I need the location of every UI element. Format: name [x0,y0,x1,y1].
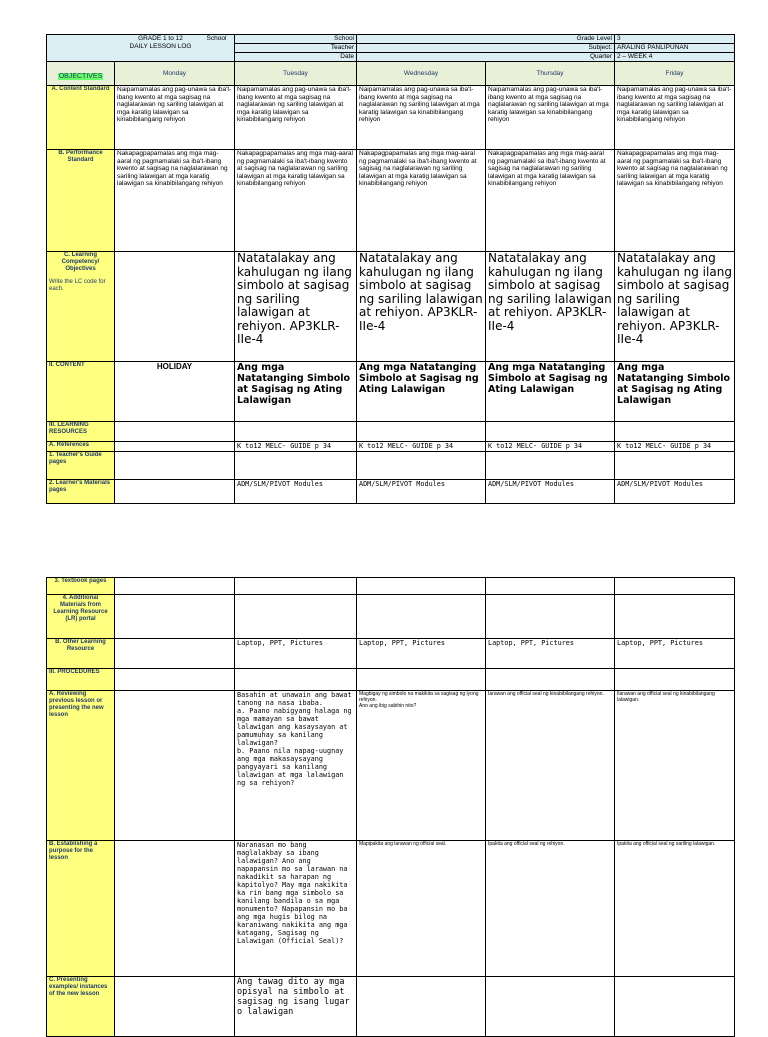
cell-lm-tuesday[interactable]: ADM/SLM/PIVOT Modules [235,480,357,504]
subject-label: Subject: [357,44,615,53]
cell-performance-wednesday[interactable]: Nakapagpapamalas ang mga mag-aaral ng pagmamalaki sa iba't-ibang kwento at sagisag na naglalarawan ng sariling lalawigan at mga karatig lalawigan sa kinabibilangang rehiyon [357,150,486,252]
cell-tb-friday[interactable] [615,578,735,595]
row-presenting [47,977,735,1037]
cell-tb-wednesday[interactable] [357,578,486,595]
row-procedures [47,669,735,691]
cell-content-standard-tuesday[interactable]: Naipamamalas ang pag-unawa sa iba't-ibang kwento at mga sagisag na naglalarawan ng sariling lalawigan at mga karatig lalawigan sa kinabibilangang rehiyon [235,86,357,150]
row-purpose [47,841,735,977]
cell-pur-thursday[interactable]: Ipakita ang official seal ng rehiyon. [486,841,615,977]
lc-code-note: Write the LC code for each. [49,279,106,292]
subject-value[interactable]: ARALING PANLIPUNAN [615,44,735,53]
quarter-value[interactable]: 2 – WEEK 4 [615,53,735,62]
cell-rev-monday[interactable] [115,691,235,841]
day-header-thursday: Thursday [486,62,615,86]
cell-competency-monday[interactable] [115,252,235,362]
title-line1: GRADE 1 to 12 [138,35,183,42]
cell-am-wednesday[interactable] [357,595,486,639]
row-label-textbook: 3. Textbook pages [47,578,115,595]
school-label: School [206,34,227,42]
cell-pur-friday[interactable]: Ipakita ang official seal ng sariling lalawigan. [615,841,735,977]
cell-pr-friday[interactable] [615,669,735,691]
row-label-reviewing: A. Reviewing previous lesson or presenting the new lesson [47,691,115,841]
row-label-content-standard: A. Content Standard [47,86,115,150]
cell-pr-monday[interactable] [115,669,235,691]
cell-lm-wednesday[interactable]: ADM/SLM/PIVOT Modules [357,480,486,504]
cell-performance-monday[interactable]: Nakapagpapamalas ang mga mag-aaral ng pagmamalaki sa iba't-ibang kwento at sagisag na naglalarawan ng sariling lalawigan at mga karatig lalawigan sa kinabibilangang rehiyon [115,150,235,252]
grade-level-value[interactable]: 3 [615,35,735,44]
cell-pr-wednesday[interactable] [357,669,486,691]
cell-pre-tuesday[interactable]: Ang tawag dito ay mga opisyal na simbolo at sagisag ng isang lugar o lalawigan [235,977,357,1037]
cell-or-thursday[interactable]: Laptop, PPT, Pictures [486,639,615,669]
day-header-tuesday: Tuesday [235,62,357,86]
day-header-friday: Friday [615,62,735,86]
title-line2: DAILY LESSON LOG [129,43,192,50]
cell-or-wednesday[interactable]: Laptop, PPT, Pictures [357,639,486,669]
row-label-learners-materials: 2. Learner's Materials pages [47,480,115,504]
row-performance-standard [47,150,735,252]
row-textbook [47,578,735,595]
cell-rev-wednesday[interactable]: Magbigay ng simbolo na makikita sa sagisag ng iyong rehiyon. Ano ang ibig sabihin nito? [357,691,486,841]
header-row-school [47,35,735,44]
row-competency [47,252,735,362]
cell-lr-friday[interactable] [615,422,735,442]
cell-competency-wednesday[interactable]: Natatalakay ang kahulugan ng ilang simbolo at sagisag ng sariling lalawigan at rehiyon. AP3KLR-IIe-4 [357,252,486,362]
row-reviewing [47,691,735,841]
row-label-performance-standard: B. Performance Standard [47,150,115,252]
cell-content-thursday[interactable]: Ang mga Natatanging Simbolo at Sagisag ng Ating Lalawigan [486,362,615,422]
cell-content-standard-thursday[interactable]: Naipamamalas ang pag-unawa sa iba't-ibang kwento at mga sagisag na naglalarawan ng sariling lalawigan at mga karatig lalawigan sa kinabibilangang rehiyon [486,86,615,150]
cell-tb-thursday[interactable] [486,578,615,595]
row-label-learning-resources: III. LEARNING RESOURCES [47,422,115,442]
cell-pur-tuesday[interactable]: Naranasan mo bang maglalakbay sa ibang lalawigan? Ano ang napapansin mo sa larawan na nakadikit sa harapan ng kapitolyo? May mga nakikita ka rin bang mga simbolo sa kanilang bandila o sa mga monumento? Napapansin mo ba ang mga hugis bilog na karaniwang nakikita ang mga katagang, Sagisag ng Lalawigan (Official Seal)? [235,841,357,977]
date-label: Date [235,53,357,62]
row-learning-resources [47,422,735,442]
cell-lr-monday[interactable] [115,422,235,442]
row-other-resources [47,639,735,669]
quarter-label: Quarter [357,53,615,62]
cell-tg-monday[interactable] [115,452,235,480]
lesson-log-table-page2 [46,577,735,1037]
row-label-teachers-guide: 1. Teacher's Guide pages [47,452,115,480]
cell-content-friday[interactable]: Ang mga Natatanging Simbolo at Sagisag ng Ating Lalawigan [615,362,735,422]
row-label-presenting: C. Presenting examples/ instances of the new lesson [47,977,115,1037]
row-content-standard [47,86,735,150]
row-label-competency: C. Learning Competency/ Objectives Write the LC code for each. [47,252,115,362]
cell-content-monday[interactable]: HOLIDAY [115,362,235,422]
cell-tg-friday[interactable] [615,452,735,480]
cell-content-standard-wednesday[interactable]: Naipamamalas ang pag-unawa sa iba't-ibang kwento at mga sagisag na naglalarawan ng sariling lalawigan at mga karatig lalawigan sa kinabibilangang rehiyon [357,86,486,150]
row-label-other-resources: B. Other Learning Resource [47,639,115,669]
teacher-label: Teacher [235,44,357,53]
row-references [47,442,735,452]
day-header-wednesday: Wednesday [357,62,486,86]
cell-tg-thursday[interactable] [486,452,615,480]
row-label-references: A. References [47,442,115,452]
cell-am-thursday[interactable] [486,595,615,639]
row-label-content: II. CONTENT [47,362,115,422]
cell-competency-thursday[interactable]: Natatalakay ang kahulugan ng ilang simbolo at sagisag ng sariling lalawigan at rehiyon. AP3KLR-IIe-4 [486,252,615,362]
cell-lr-thursday[interactable] [486,422,615,442]
cell-performance-thursday[interactable]: Nakapagpapamalas ang mga mag-aaral ng pagmamalaki sa iba't-ibang kwento at sagisag na naglalarawan ng sariling lalawigan at mga karatig lalawigan sa kinabibilangang rehiyon [486,150,615,252]
cell-lm-monday[interactable] [115,480,235,504]
days-row [47,62,735,86]
cell-am-tuesday[interactable] [235,595,357,639]
cell-or-friday[interactable]: Laptop, PPT, Pictures [615,639,735,669]
cell-content-standard-friday[interactable]: Naipamamalas ang pag-unawa sa iba't-ibang kwento at mga sagisag na naglalarawan ng sariling lalawigan at mga karatig lalawigan sa kinabibilangang rehiyon [615,86,735,150]
cell-tg-tuesday[interactable] [235,452,357,480]
row-learners-materials [47,480,735,504]
cell-performance-tuesday[interactable]: Nakapagpapamalas ang mga mag-aaral ng pagmamalaki sa iba't-ibang kwento at sagisag na naglalarawan ng sariling lalawigan at mga karatig lalawigan sa kinabibilangang rehiyon [235,150,357,252]
row-teachers-guide [47,452,735,480]
school-value[interactable]: Grade Level [357,35,615,44]
cell-pur-monday[interactable] [115,841,235,977]
cell-references-thursday[interactable]: K to12 MELC- GUIDE p 34 [486,442,615,452]
objectives-label-cell [47,62,115,86]
cell-tb-tuesday[interactable] [235,578,357,595]
cell-rev-thursday[interactable]: Iarawan ang official seal ng kinabibilangang rehiyon. [486,691,615,841]
cell-competency-tuesday[interactable]: Natatalakay ang kahulugan ng ilang simbolo at sagisag ng sariling lalawigan at rehiyon. AP3KLR-IIe-4 [235,252,357,362]
row-label-purpose: B. Establishing a purpose for the lesson [47,841,115,977]
cell-pre-thursday[interactable] [486,977,615,1037]
cell-tg-wednesday[interactable] [357,452,486,480]
cell-lr-wednesday[interactable] [357,422,486,442]
cell-rev-friday[interactable]: Ilarawan ang official seal ng kinabibilangang lalawigan. [615,691,735,841]
cell-content-standard-monday[interactable]: Naipamamalas ang pag-unawa sa iba't-ibang kwento at mga sagisag na naglalarawan ng sariling lalawigan at mga karatig lalawigan sa kinabibilangang rehiyon [115,86,235,150]
objectives-label: OBJECTIVES [58,72,103,80]
cell-or-monday[interactable] [115,639,235,669]
cell-pre-monday[interactable] [115,977,235,1037]
cell-lm-thursday[interactable]: ADM/SLM/PIVOT Modules [486,480,615,504]
cell-pr-tuesday[interactable] [235,669,357,691]
cell-competency-friday[interactable]: Natatalakay ang kahulugan ng ilang simbolo at sagisag ng sariling lalawigan at rehiyon. AP3KLR-IIe-4 [615,252,735,362]
cell-rev-tuesday[interactable]: Basahin at unawain ang bawat tanong na nasa ibaba. a. Paano nabigyang halaga ng mga mamayan sa bawat lalawigan ang kasaysayan at pamumuhay sa kanilang lalawigan? b. Paano nila napag-uugnay ang mga makasaysayang pangyayari sa kanilang lalawigan at mga lalawigan ng sa rehiyon? [235,691,357,841]
cell-content-wednesday[interactable]: Ang mga Natatanging Simbolo at Sagisag ng Ating Lalawigan [357,362,486,422]
cell-pre-friday[interactable] [615,977,735,1037]
cell-am-monday[interactable] [115,595,235,639]
cell-lm-friday[interactable]: ADM/SLM/PIVOT Modules [615,480,735,504]
cell-tb-monday[interactable] [115,578,235,595]
cell-pre-wednesday[interactable] [357,977,486,1037]
lesson-log-table-page1 [46,34,735,504]
cell-or-tuesday[interactable]: Laptop, PPT, Pictures [235,639,357,669]
day-header-monday: Monday [115,62,235,86]
row-label-procedures: III. PROCEDURES [47,669,115,691]
cell-references-friday[interactable]: K to12 MELC- GUIDE p 34 [615,442,735,452]
school-label-cell: School [235,35,357,44]
row-content [47,362,735,422]
row-label-additional-materials: 4. Additional Materials from Learning Resource (LR) portal [47,595,115,639]
cell-performance-friday[interactable]: Nakapagpapamalas ang mga mag-aaral ng pagmamalaki sa iba't-ibang kwento at sagisag na naglalarawan ng sariling lalawigan at mga karatig lalawigan sa kinabibilangang rehiyon [615,150,735,252]
cell-pr-thursday[interactable] [486,669,615,691]
cell-content-tuesday[interactable]: Ang mga Natatanging Simbolo at Sagisag ng Ating Lalawigan [235,362,357,422]
cell-pur-wednesday[interactable]: Mapipakita ang larawan ng official seal. [357,841,486,977]
cell-lr-tuesday[interactable] [235,422,357,442]
cell-references-wednesday[interactable]: K to12 MELC- GUIDE p 34 [357,442,486,452]
cell-references-monday[interactable] [115,442,235,452]
cell-am-friday[interactable] [615,595,735,639]
row-additional-materials [47,595,735,639]
cell-references-tuesday[interactable]: K to12 MELC- GUIDE p 34 [235,442,357,452]
